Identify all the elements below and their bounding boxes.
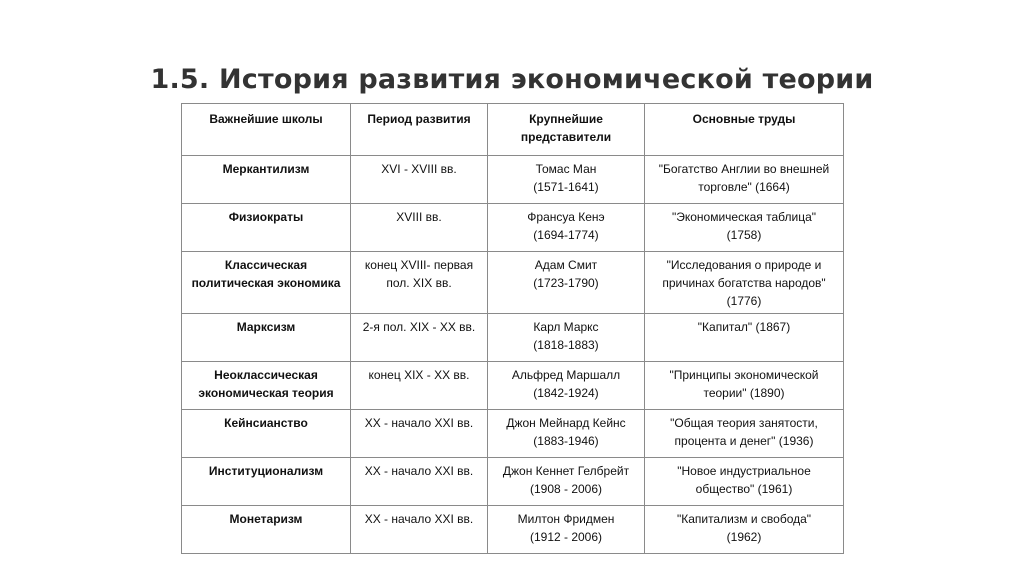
economic-schools-table: [181, 103, 844, 554]
representative-cell: Франсуа Кенэ (1694-1774): [488, 204, 645, 252]
school-cell: Меркантилизм: [182, 156, 351, 204]
header-period: Период развития: [351, 104, 488, 156]
table-row: [182, 204, 844, 252]
table-row: [182, 156, 844, 204]
school-cell: Марксизм: [182, 314, 351, 362]
school-cell: Неоклассическая экономическая теория: [182, 362, 351, 410]
works-cell: "Капитализм и свобода" (1962): [645, 506, 844, 554]
works-cell: "Богатство Англии во внешней торговле" (1664): [645, 156, 844, 204]
table-row: [182, 506, 844, 554]
table-row: [182, 410, 844, 458]
header-representatives: Крупнейшие представители: [488, 104, 645, 156]
works-cell: "Капитал" (1867): [645, 314, 844, 362]
representative-cell: Джон Мейнард Кейнс (1883-1946): [488, 410, 645, 458]
works-cell: "Общая теория занятости, процента и денег" (1936): [645, 410, 844, 458]
representative-cell: Адам Смит (1723-1790): [488, 252, 645, 314]
period-cell: XX - начало XXI вв.: [351, 506, 488, 554]
table-row: [182, 252, 844, 314]
works-cell: "Исследования о природе и причинах богатства народов" (1776): [645, 252, 844, 314]
period-cell: XX - начало XXI вв.: [351, 458, 488, 506]
school-cell: Монетаризм: [182, 506, 351, 554]
representative-cell: Джон Кеннет Гелбрейт (1908 - 2006): [488, 458, 645, 506]
school-cell: Институционализм: [182, 458, 351, 506]
period-cell: конец XVIII- первая пол. XIX вв.: [351, 252, 488, 314]
school-cell: Классическая политическая экономика: [182, 252, 351, 314]
slide-title: 1.5. История развития экономической теории: [150, 64, 874, 95]
table-row: [182, 458, 844, 506]
school-cell: Кейнсианство: [182, 410, 351, 458]
table-row: [182, 362, 844, 410]
representative-cell: Томас Ман (1571-1641): [488, 156, 645, 204]
period-cell: XX - начало XXI вв.: [351, 410, 488, 458]
period-cell: конец XIX - XX вв.: [351, 362, 488, 410]
period-cell: 2-я пол. XIX - XX вв.: [351, 314, 488, 362]
works-cell: "Экономическая таблица" (1758): [645, 204, 844, 252]
school-cell: Физиократы: [182, 204, 351, 252]
works-cell: "Принципы экономической теории" (1890): [645, 362, 844, 410]
header-works: Основные труды: [645, 104, 844, 156]
representative-cell: Милтон Фридмен (1912 - 2006): [488, 506, 645, 554]
header-school: Важнейшие школы: [182, 104, 351, 156]
period-cell: XVIII вв.: [351, 204, 488, 252]
table-header-row: [182, 104, 844, 156]
representative-cell: Альфред Маршалл (1842-1924): [488, 362, 645, 410]
works-cell: "Новое индустриальное общество" (1961): [645, 458, 844, 506]
representative-cell: Карл Маркс (1818-1883): [488, 314, 645, 362]
period-cell: XVI - XVIII вв.: [351, 156, 488, 204]
table-row: [182, 314, 844, 362]
